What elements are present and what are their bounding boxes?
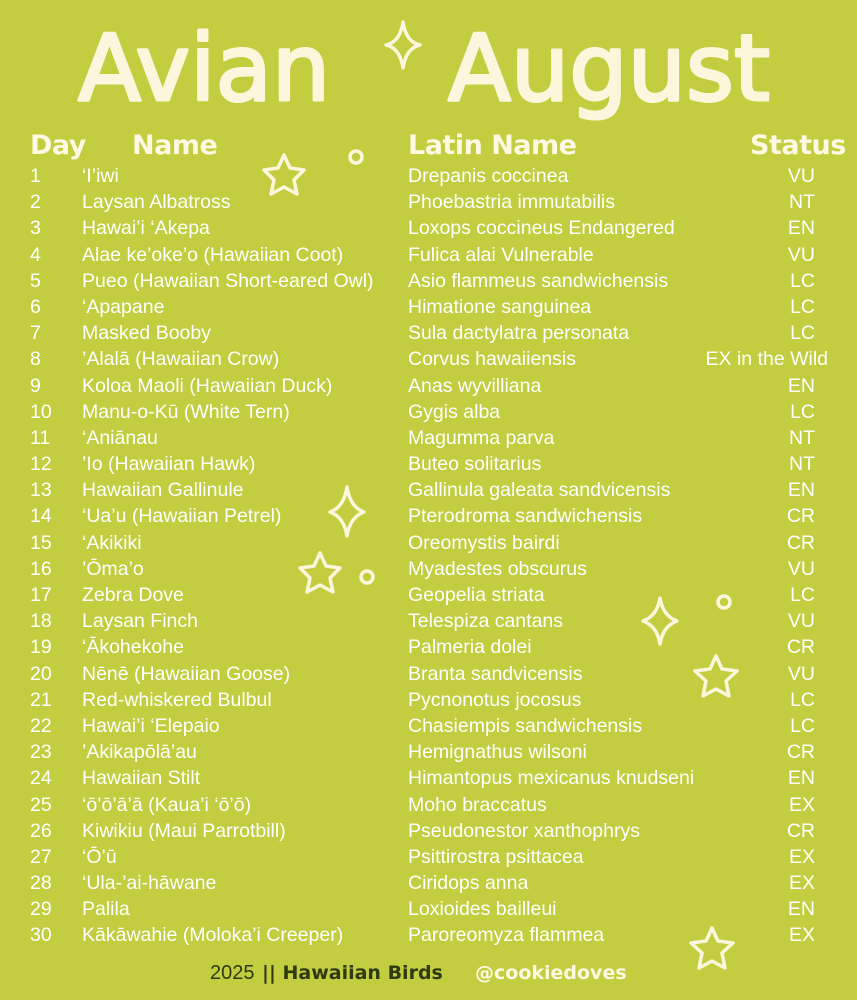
row-name: ’Io (Hawaiian Hawk)	[82, 453, 256, 476]
row-status: LC	[790, 584, 815, 606]
row-latin-name: Paroreomyza flammea	[408, 924, 605, 947]
row-status: EN	[787, 374, 815, 397]
row-status: EX	[788, 845, 815, 868]
row-latin-name: Fulica alai Vulnerable	[408, 243, 594, 266]
row-day: 4	[30, 243, 41, 266]
row-day: 7	[30, 322, 41, 345]
row-latin-name: Phoebastria immutabilis	[408, 191, 616, 214]
row-day: 22	[30, 714, 52, 737]
row-latin-name: Loxops coccineus Endangered	[408, 217, 675, 240]
table-row	[0, 713, 857, 739]
row-latin-name: Branta sandvicensis	[408, 662, 583, 685]
table-row	[0, 687, 857, 713]
row-name: Palila	[82, 898, 130, 921]
row-day: 6	[30, 295, 41, 318]
footer-year: 2025	[210, 962, 255, 984]
row-latin-name: Moho braccatus	[408, 793, 547, 816]
row-status: CR	[786, 531, 815, 554]
row-latin-name: Pseudonestor xanthophrys	[408, 819, 640, 842]
row-name: Laysan Albatross	[82, 191, 231, 214]
row-status: VU	[787, 243, 815, 266]
row-status: CR	[786, 636, 815, 659]
row-latin-name: Drepanis coccinea	[408, 165, 569, 187]
row-day: 27	[30, 845, 52, 868]
table-row	[0, 661, 857, 687]
row-status: LC	[790, 714, 815, 737]
row-latin-name: Gallinula galeata sandvicensis	[408, 479, 671, 502]
row-status: NT	[789, 453, 815, 476]
row-name: Hawai’i ‘Elepaio	[82, 714, 220, 737]
title-word-avian: Avian	[78, 15, 331, 122]
row-latin-name: Anas wyvilliana	[408, 374, 542, 397]
row-status: EX in the Wild	[705, 348, 828, 371]
table-row	[0, 373, 857, 399]
row-name: Hawaiian Gallinule	[82, 479, 244, 502]
row-name: ‘Ō’ū	[82, 845, 117, 868]
row-name: Laysan Finch	[82, 610, 198, 633]
table-row	[0, 320, 857, 346]
row-day: 10	[30, 400, 52, 423]
table-row	[0, 242, 857, 268]
row-day: 5	[30, 269, 41, 292]
row-status: EN	[787, 767, 815, 790]
title-word-august: August	[448, 15, 770, 122]
row-name: ‘ō’ō’ā’ā (Kaua’i ‘ō’ō)	[82, 793, 252, 816]
table-row	[0, 346, 857, 372]
row-day: 26	[30, 819, 52, 842]
row-day: 24	[30, 767, 52, 790]
row-status: LC	[790, 688, 815, 711]
row-latin-name: Hemignathus wilsoni	[408, 741, 587, 764]
table-row	[0, 844, 857, 870]
row-status: EN	[787, 217, 815, 240]
row-day: 9	[30, 374, 41, 397]
header-status: Status	[750, 130, 846, 161]
row-status: VU	[787, 662, 815, 685]
row-day: 8	[30, 348, 41, 371]
table-row	[0, 503, 857, 529]
footer-series: || Hawaiian Birds	[262, 962, 443, 984]
row-day: 20	[30, 662, 52, 685]
row-name: Alae ke’oke’o (Hawaiian Coot)	[82, 243, 344, 266]
row-status: LC	[790, 269, 815, 292]
row-day: 11	[30, 426, 51, 449]
table-row	[0, 189, 857, 215]
table-row	[0, 530, 857, 556]
row-status: EX	[788, 924, 815, 947]
row-status: LC	[790, 295, 815, 318]
row-day: 13	[30, 479, 52, 502]
table-row	[0, 792, 857, 818]
row-name: ‘Ua’u (Hawaiian Petrel)	[82, 505, 282, 528]
row-name: ‘I’iwi	[82, 165, 119, 187]
row-day: 19	[30, 636, 52, 659]
table-row	[0, 870, 857, 896]
row-name: Zebra Dove	[82, 584, 184, 606]
row-day: 29	[30, 898, 52, 921]
row-status: LC	[790, 322, 815, 345]
table-row	[0, 818, 857, 844]
row-status: VU	[787, 557, 815, 580]
row-latin-name: Gygis alba	[408, 400, 501, 423]
page-title	[0, 8, 857, 128]
row-day: 1	[30, 165, 41, 187]
row-name: ’Ōma’o	[82, 557, 144, 580]
table-row	[0, 739, 857, 765]
row-latin-name: Myadestes obscurus	[408, 557, 587, 580]
row-name: Red-whiskered Bulbul	[82, 688, 272, 711]
row-latin-name: Palmeria dolei	[408, 636, 532, 659]
row-latin-name: Himatione sanguinea	[408, 295, 592, 318]
row-name: Nēnē (Hawaiian Goose)	[82, 662, 291, 685]
row-name: ’Akikapōlā’au	[82, 741, 197, 764]
row-name: Kiwikiu (Maui Parrotbill)	[82, 819, 286, 842]
row-latin-name: Sula dactylatra personata	[408, 322, 630, 345]
row-status: EX	[788, 872, 815, 895]
table-row	[0, 634, 857, 660]
row-latin-name: Geopelia striata	[408, 584, 545, 606]
row-latin-name: Magumma parva	[408, 426, 555, 449]
header-latin-name: Latin Name	[408, 130, 577, 161]
row-latin-name: Loxioides bailleui	[408, 898, 557, 921]
table-row	[0, 765, 857, 791]
row-day: 28	[30, 872, 52, 895]
row-latin-name: Oreomystis bairdi	[408, 531, 560, 554]
table-row	[0, 582, 857, 608]
circle-icon	[350, 151, 362, 163]
row-latin-name: Pterodroma sandwichensis	[408, 505, 643, 528]
row-name: ‘Ākohekohe	[82, 636, 184, 659]
row-name: Koloa Maoli (Hawaiian Duck)	[82, 374, 333, 397]
row-day: 18	[30, 610, 52, 633]
row-status: EX	[788, 793, 815, 816]
row-name: Pueo (Hawaiian Short-eared Owl)	[82, 269, 374, 292]
table-row	[0, 425, 857, 451]
row-latin-name: Ciridops anna	[408, 872, 529, 895]
row-day: 3	[30, 217, 41, 240]
table-row	[0, 477, 857, 503]
row-name: Masked Booby	[82, 322, 211, 345]
row-latin-name: Telespiza cantans	[408, 610, 564, 633]
row-status: VU	[787, 610, 815, 633]
row-day: 16	[30, 557, 52, 580]
table-row	[0, 163, 857, 189]
row-name: ‘Apapane	[82, 295, 165, 318]
row-status: VU	[787, 165, 815, 187]
header-name: Name	[132, 130, 218, 161]
table-row	[0, 896, 857, 922]
table-row	[0, 608, 857, 634]
table-row	[0, 922, 857, 948]
table-row	[0, 294, 857, 320]
row-day: 21	[30, 688, 52, 711]
table-row	[0, 215, 857, 241]
row-name: Hawaiian Stilt	[82, 767, 201, 790]
row-status: CR	[786, 741, 815, 764]
row-latin-name: Corvus hawaiiensis	[408, 348, 576, 371]
row-day: 15	[30, 531, 52, 554]
row-status: EN	[787, 898, 815, 921]
row-status: CR	[786, 819, 815, 842]
row-latin-name: Buteo solitarius	[408, 453, 542, 476]
row-latin-name: Himantopus mexicanus knudseni	[408, 767, 695, 790]
table-row	[0, 451, 857, 477]
row-name: Manu-o-Kū (White Tern)	[82, 400, 290, 423]
row-day: 23	[30, 741, 52, 764]
row-name: ’Alalā (Hawaiian Crow)	[82, 348, 280, 371]
row-day: 14	[30, 505, 52, 528]
row-status: CR	[786, 505, 815, 528]
table-row	[0, 268, 857, 294]
row-status: NT	[789, 191, 815, 214]
row-status: LC	[790, 400, 815, 423]
bird-list	[0, 163, 857, 949]
table-row	[0, 399, 857, 425]
row-day: 12	[30, 453, 52, 476]
header-day: Day	[30, 130, 86, 161]
row-name: Hawai’i ‘Akepa	[82, 217, 210, 240]
row-latin-name: Pycnonotus jocosus	[408, 688, 582, 711]
row-latin-name: Psittirostra psittacea	[408, 845, 584, 868]
row-name: ‘Akikiki	[82, 531, 142, 554]
row-latin-name: Chasiempis sandwichensis	[408, 714, 643, 737]
row-name: ‘Ula-’ai-hāwane	[82, 872, 217, 895]
row-name: ‘Aniānau	[82, 426, 158, 449]
row-day: 2	[30, 191, 41, 214]
row-day: 30	[30, 924, 52, 947]
table-row	[0, 556, 857, 582]
row-latin-name: Asio flammeus sandwichensis	[408, 269, 669, 292]
row-day: 17	[30, 584, 52, 606]
row-status: EN	[787, 479, 815, 502]
row-day: 25	[30, 793, 52, 816]
row-status: NT	[789, 426, 815, 449]
footer-handle: @cookiedoves	[475, 962, 627, 984]
row-name: Kākāwahie (Moloka’i Creeper)	[82, 924, 344, 947]
